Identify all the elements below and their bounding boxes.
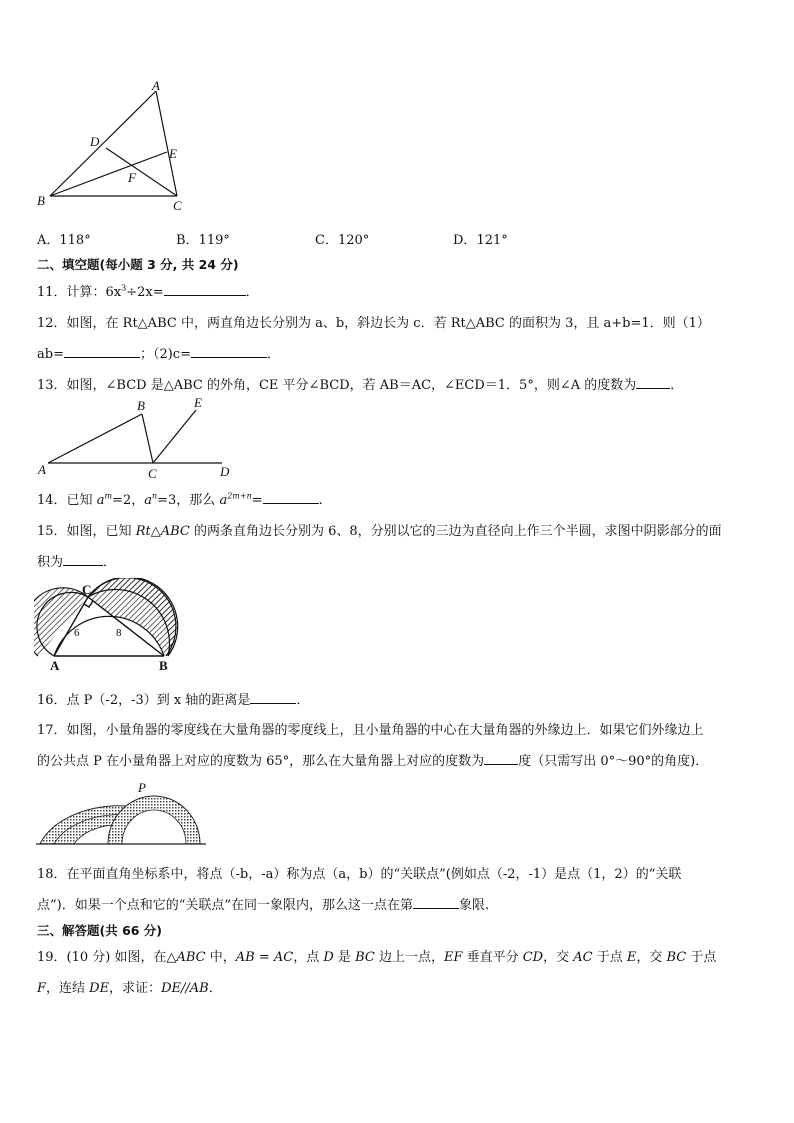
label-a: A bbox=[152, 78, 160, 93]
answer-blank-q14[interactable] bbox=[263, 490, 319, 504]
label-b: B bbox=[137, 398, 145, 413]
label-a: A bbox=[38, 462, 46, 477]
question-18-line1: 18．在平面直角坐标系中，将点（-b，-a）称为点（a，b）的“关联点”(例如点（-2，-1）是点（1，2）的“关联 bbox=[37, 867, 682, 882]
label-d: D bbox=[90, 134, 100, 149]
question-13: 13．如图，∠BCD 是△ABC 的外角，CE 平分∠BCD，若 AB＝AC，∠ECD＝1．5°，则∠A 的度数为 ． bbox=[37, 374, 683, 393]
question-15-line1: 15．如图，已知 Rt△ABC 的两条直角边长分别为 6、8，分别以它的三边为直径向上作三个半圆，求图中阴影部分的面 bbox=[37, 524, 722, 539]
choice-c: C．120° bbox=[315, 233, 370, 248]
answer-blank-q18[interactable] bbox=[413, 895, 459, 909]
question-17-line1: 17．如图，小量角器的零度线在大量角器的零度线上，且小量角器的中心在大量角器的外缘边上．如果它们外缘边上 bbox=[37, 723, 704, 738]
angle-figure-q13 bbox=[34, 394, 244, 480]
label-f: F bbox=[128, 170, 136, 185]
label-eight: 8 bbox=[116, 627, 122, 639]
label-a: A bbox=[50, 658, 60, 672]
segment-dc bbox=[106, 148, 177, 196]
choice-a: A．118° bbox=[37, 233, 91, 248]
question-11: 11．计算：$6x^3\div 2x=$ ． bbox=[37, 283, 259, 300]
question-18-line2: 点”)．如果一个点和它的“关联点”在同一象限内，那么这一点在第 象限. bbox=[37, 894, 489, 913]
label-c: C bbox=[82, 582, 92, 597]
answer-blank-q12-2[interactable] bbox=[191, 344, 267, 358]
label-c: C bbox=[148, 466, 157, 480]
answer-blank-q11[interactable] bbox=[164, 282, 246, 296]
label-b: B bbox=[159, 658, 168, 672]
side-ba bbox=[50, 91, 156, 196]
answer-blank-q16[interactable] bbox=[250, 690, 296, 704]
answer-blank-q12-1[interactable] bbox=[64, 344, 140, 358]
question-14: 14．已知 $a^m=2$，$a^n=3$，那么 $a^{2m+n}=$ . bbox=[37, 491, 323, 508]
section-2-heading: 二、填空题(每小题 3 分, 共 24 分) bbox=[37, 257, 239, 272]
question-19-line1: 19．(10 分) 如图，在△ABC 中，AB = AC，点 D 是 BC 边上一点，EF 垂直平分 CD，交 AC 于点 E，交 BC 于点 bbox=[37, 950, 717, 965]
question-16: 16．点 P（-2，-3）到 x 轴的距离是 ． bbox=[37, 689, 309, 708]
side-ac bbox=[156, 91, 177, 196]
question-15-line2: 积为 ． bbox=[37, 551, 116, 570]
section-3-heading: 三、解答题(共 66 分) bbox=[37, 923, 163, 938]
question-17-line2: 的公共点 P 在小量角器上对应的度数为 65°，那么在大量角器上对应的度数为 度（只需写出 0°～90°的角度)． bbox=[37, 750, 708, 769]
label-c: C bbox=[173, 198, 182, 213]
label-six: 6 bbox=[74, 627, 80, 639]
answer-blank-q17[interactable] bbox=[484, 751, 518, 765]
question-19-line2: F，连结 DE，求证：DE//AB． bbox=[37, 981, 222, 996]
label-e: E bbox=[194, 395, 202, 410]
choice-b: B．119° bbox=[176, 233, 230, 248]
semicircles-figure-q15 bbox=[34, 578, 184, 672]
segment-bc bbox=[142, 414, 153, 463]
question-12-line1: 12．如图，在 Rt△ABC 中，两直角边长分别为 a、b，斜边长为 c．若 Rt△ABC 的面积为 3，且 a+b=1．则（1） bbox=[37, 316, 710, 331]
segment-ab bbox=[48, 414, 142, 463]
segment-ce bbox=[153, 410, 196, 463]
answer-blank-q15[interactable] bbox=[63, 552, 103, 566]
label-d: D bbox=[220, 464, 230, 479]
choice-d: D．121° bbox=[453, 233, 508, 248]
label-p: P bbox=[138, 780, 146, 795]
protractors-figure-q17 bbox=[34, 780, 210, 848]
triangle-figure-q10 bbox=[34, 78, 194, 213]
label-b: B bbox=[37, 193, 45, 208]
question-12-line2: ab= ；（2)c= ． bbox=[37, 343, 280, 362]
label-e: E bbox=[169, 146, 177, 161]
segment-be bbox=[50, 152, 167, 196]
answer-blank-q13[interactable] bbox=[636, 375, 670, 389]
